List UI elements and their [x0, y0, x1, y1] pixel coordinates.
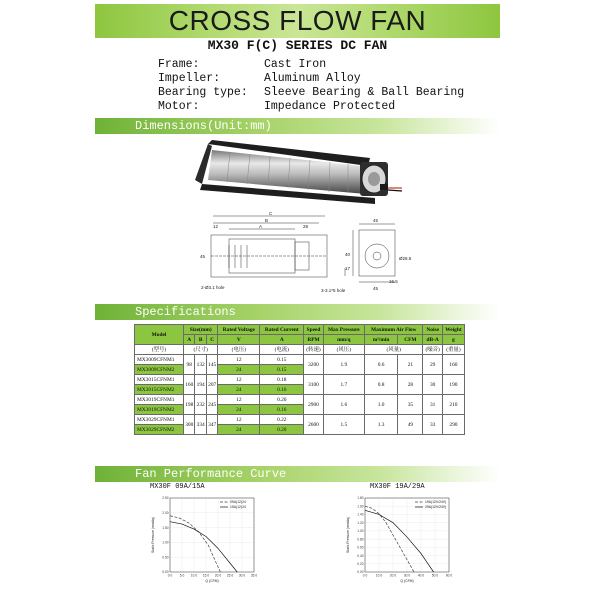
legend-label: 09A(12)24 — [230, 500, 246, 505]
cell-weight: 160 — [442, 355, 464, 375]
spec-motor — [158, 100, 498, 114]
cell-noise: 29 — [423, 355, 442, 375]
dim-label-45-bottom: 45 — [373, 286, 379, 291]
specifications-table — [134, 324, 465, 435]
y-tick-label: 0.00 — [357, 570, 364, 575]
th-speed: Speed — [304, 325, 323, 335]
cell-current: 0.20 — [260, 425, 304, 435]
spec-label: Bearing type: — [158, 86, 248, 99]
y-tick-label: 1.60 — [357, 504, 364, 509]
cell-current: 0.20 — [260, 395, 304, 405]
cell-speed: 3100 — [304, 375, 323, 395]
th-g: g — [442, 335, 464, 345]
cell-b: 232 — [195, 395, 206, 415]
cell-speed: 2900 — [304, 395, 323, 415]
cell-current: 0.15 — [260, 365, 304, 375]
x-tick-label: 30.0 — [238, 573, 246, 578]
y-tick-label: 2.50 — [162, 496, 169, 501]
model-cell: MX3009CFNM1 — [135, 355, 184, 365]
performance-chart-2 — [345, 492, 455, 587]
cell-speed: 2600 — [304, 415, 323, 435]
dim-label-diameter: Ø28.5 — [399, 256, 412, 261]
dim-label-28: 28 — [303, 224, 309, 229]
dim-label-hole-2: 2-Ø3.1 hole — [201, 285, 225, 290]
x-axis-label: Q (CFM) — [400, 579, 414, 583]
th-airflow: Maximum Air Flow — [364, 325, 423, 335]
cell-voltage: 12 — [218, 375, 260, 385]
spec-label: Impeller: — [158, 72, 221, 85]
page-title: CROSS FLOW FAN — [168, 5, 427, 36]
x-tick-label: 10.0 — [375, 573, 383, 578]
y-tick-label: 1.00 — [357, 529, 364, 534]
cell-pressure: 1.7 — [323, 375, 364, 395]
cell-b: 194 — [195, 375, 206, 395]
spec-value: Aluminum Alloy — [264, 72, 361, 85]
y-tick-label: 0.40 — [357, 553, 364, 558]
cell-current: 0.15 — [260, 355, 304, 365]
cell-voltage: 24 — [218, 365, 260, 375]
cell-voltage: 24 — [218, 385, 260, 395]
performance-chart-1 — [150, 492, 260, 587]
cell-voltage: 12 — [218, 395, 260, 405]
cell-m3: 0.6 — [364, 355, 397, 375]
page-subtitle: MX30 F(C) SERIES DC FAN — [207, 38, 388, 53]
th-weight: Weight — [442, 325, 464, 335]
spec-frame — [158, 58, 498, 72]
th-cn-noise: (噪音) — [423, 345, 442, 355]
cell-current: 0.16 — [260, 385, 304, 395]
th-cn-airflow: (风量) — [364, 345, 423, 355]
cell-speed: 3200 — [304, 355, 323, 375]
model-cell: MX3009CFNM2 — [135, 365, 184, 375]
y-tick-label: 1.00 — [162, 540, 169, 545]
spec-value: Impedance Protected — [264, 100, 396, 113]
th-a: A — [184, 335, 195, 345]
th-v: V — [218, 335, 260, 345]
cell-voltage: 12 — [218, 415, 260, 425]
cell-a: 300 — [184, 415, 195, 435]
y-tick-label: 1.50 — [162, 525, 169, 530]
table-row — [135, 375, 465, 385]
dim-label-45-top: 45 — [373, 218, 379, 223]
x-tick-label: 30.0 — [403, 573, 411, 578]
model-cell: MX3019CFNM1 — [135, 395, 184, 405]
cell-cfm: 35 — [398, 395, 423, 415]
chart-title-1: MX30F 09A/15A — [150, 483, 205, 491]
cell-current: 0.18 — [260, 375, 304, 385]
cell-cfm: 21 — [398, 355, 423, 375]
th-size: Size(mm) — [184, 325, 218, 335]
th-cn-model: (型号) — [135, 345, 184, 355]
y-tick-label: 1.40 — [357, 512, 364, 517]
section-title-dimensions: Dimensions(Unit:mm) — [135, 119, 272, 133]
dim-label-hole-3: 3-3.1*5 hole — [321, 288, 346, 293]
cell-c: 245 — [206, 395, 217, 415]
y-tick-label: 1.80 — [357, 496, 364, 501]
th-c: C — [206, 335, 217, 345]
y-axis-label: Static Pressure (mmAq) — [346, 517, 350, 553]
th-pressure: Max Pressure — [323, 325, 364, 335]
series-line-2 — [365, 510, 434, 572]
x-tick-label: 10.0 — [190, 573, 198, 578]
y-tick-label: 0.20 — [357, 561, 364, 566]
cell-c: 207 — [206, 375, 217, 395]
cell-current: 0.16 — [260, 405, 304, 415]
cell-current: 0.22 — [260, 415, 304, 425]
cell-noise: 33 — [423, 415, 442, 435]
table-row — [135, 395, 465, 405]
series-line-1 — [170, 516, 220, 572]
legend-label: 15A(12)24 — [230, 505, 246, 510]
x-tick-label: 5.0 — [179, 573, 185, 578]
th-m3: m³/min — [364, 335, 397, 345]
cell-a: 160 — [184, 375, 195, 395]
dim-label-12: 12 — [213, 224, 219, 229]
model-cell: MX3029CFNM1 — [135, 415, 184, 425]
dim-label-45-left: 45 — [200, 254, 206, 259]
dim-label-b: B — [265, 218, 269, 223]
table-row — [135, 415, 465, 425]
x-tick-label: 40.0 — [417, 573, 425, 578]
th-b: B — [195, 335, 206, 345]
th-model: Model — [135, 325, 184, 345]
legend-label: 29A(12V/24V) — [425, 505, 447, 510]
cell-b: 334 — [195, 415, 206, 435]
x-tick-label: 60.0 — [445, 573, 453, 578]
spec-label: Motor: — [158, 100, 200, 113]
x-tick-label: 20.0 — [389, 573, 397, 578]
cell-voltage: 24 — [218, 425, 260, 435]
cell-voltage: 12 — [218, 355, 260, 365]
dim-label-a: A — [259, 224, 263, 229]
dim-label-40: 40 — [345, 252, 351, 257]
th-cn-weight: (重量) — [442, 345, 464, 355]
cell-m3: 1.0 — [364, 395, 397, 415]
y-axis-label: Static Pressure (mmAq) — [151, 517, 155, 553]
section-title-specifications: Specifications — [135, 305, 236, 319]
model-cell: MX3019CFNM2 — [135, 405, 184, 415]
x-tick-label: 0.0 — [167, 573, 173, 578]
th-cn-speed: (转速) — [304, 345, 323, 355]
cell-pressure: 1.9 — [323, 355, 364, 375]
x-tick-label: 50.0 — [431, 573, 439, 578]
cell-noise: 30 — [423, 375, 442, 395]
spec-impeller — [158, 72, 498, 86]
x-axis-label: Q (CFM) — [205, 579, 219, 583]
x-tick-label: 25.0 — [226, 573, 234, 578]
spec-bearing — [158, 86, 498, 100]
model-cell: MX3029CFNM2 — [135, 425, 184, 435]
y-tick-label: 0.50 — [162, 555, 169, 560]
legend-label: 19A(12V/24V) — [425, 500, 447, 505]
th-noise: Noise — [423, 325, 442, 335]
cell-cfm: 49 — [398, 415, 423, 435]
cell-cfm: 28 — [398, 375, 423, 395]
cell-a: 198 — [184, 395, 195, 415]
y-tick-label: 0.00 — [162, 570, 169, 575]
dim-label-16-5: 16.5 — [389, 279, 398, 284]
series-line-2 — [170, 522, 237, 572]
th-current: Rated Current — [260, 325, 304, 335]
dim-label-c: C — [269, 211, 273, 216]
th-rpm: RPM — [304, 335, 323, 345]
y-tick-label: 0.80 — [357, 537, 364, 542]
th-voltage: Rated Voltage — [218, 325, 260, 335]
th-cn-current: (电流) — [260, 345, 304, 355]
cell-c: 347 — [206, 415, 217, 435]
th-cn-pressure: (风压) — [323, 345, 364, 355]
cell-noise: 31 — [423, 395, 442, 415]
th-amp: A — [260, 335, 304, 345]
table-row — [135, 355, 465, 365]
cell-c: 145 — [206, 355, 217, 375]
cell-m3: 1.3 — [364, 415, 397, 435]
spec-label: Frame: — [158, 58, 200, 71]
th-cn-voltage: (电压) — [218, 345, 260, 355]
x-tick-label: 0.0 — [362, 573, 368, 578]
cell-pressure: 1.6 — [323, 395, 364, 415]
dim-label-17: 17 — [345, 266, 351, 271]
cell-weight: 290 — [442, 415, 464, 435]
y-tick-label: 1.20 — [357, 520, 364, 525]
spec-value: Cast Iron — [264, 58, 327, 71]
cell-pressure: 1.5 — [323, 415, 364, 435]
y-tick-label: 0.60 — [357, 545, 364, 550]
th-dba: dB-A — [423, 335, 442, 345]
th-cfm: CFM — [398, 335, 423, 345]
th-mmq: mm/q — [323, 335, 364, 345]
cell-m3: 0.8 — [364, 375, 397, 395]
dimension-drawing — [195, 210, 410, 298]
cell-b: 132 — [195, 355, 206, 375]
section-title-curve: Fan Performance Curve — [135, 467, 287, 481]
x-tick-label: 20.0 — [214, 573, 222, 578]
x-tick-label: 15.0 — [202, 573, 210, 578]
cell-a: 98 — [184, 355, 195, 375]
y-tick-label: 2.00 — [162, 511, 169, 515]
x-tick-label: 35.0 — [250, 573, 258, 578]
cell-weight: 210 — [442, 395, 464, 415]
chart-title-2: MX30F 19A/29A — [370, 483, 425, 491]
spec-value: Sleeve Bearing & Ball Bearing — [264, 86, 465, 99]
model-cell: MX3015CFNM2 — [135, 385, 184, 395]
cell-voltage: 24 — [218, 405, 260, 415]
cell-weight: 190 — [442, 375, 464, 395]
th-cn-size: (尺寸) — [184, 345, 218, 355]
model-cell: MX3015CFNM1 — [135, 375, 184, 385]
fan-photo — [190, 138, 405, 208]
